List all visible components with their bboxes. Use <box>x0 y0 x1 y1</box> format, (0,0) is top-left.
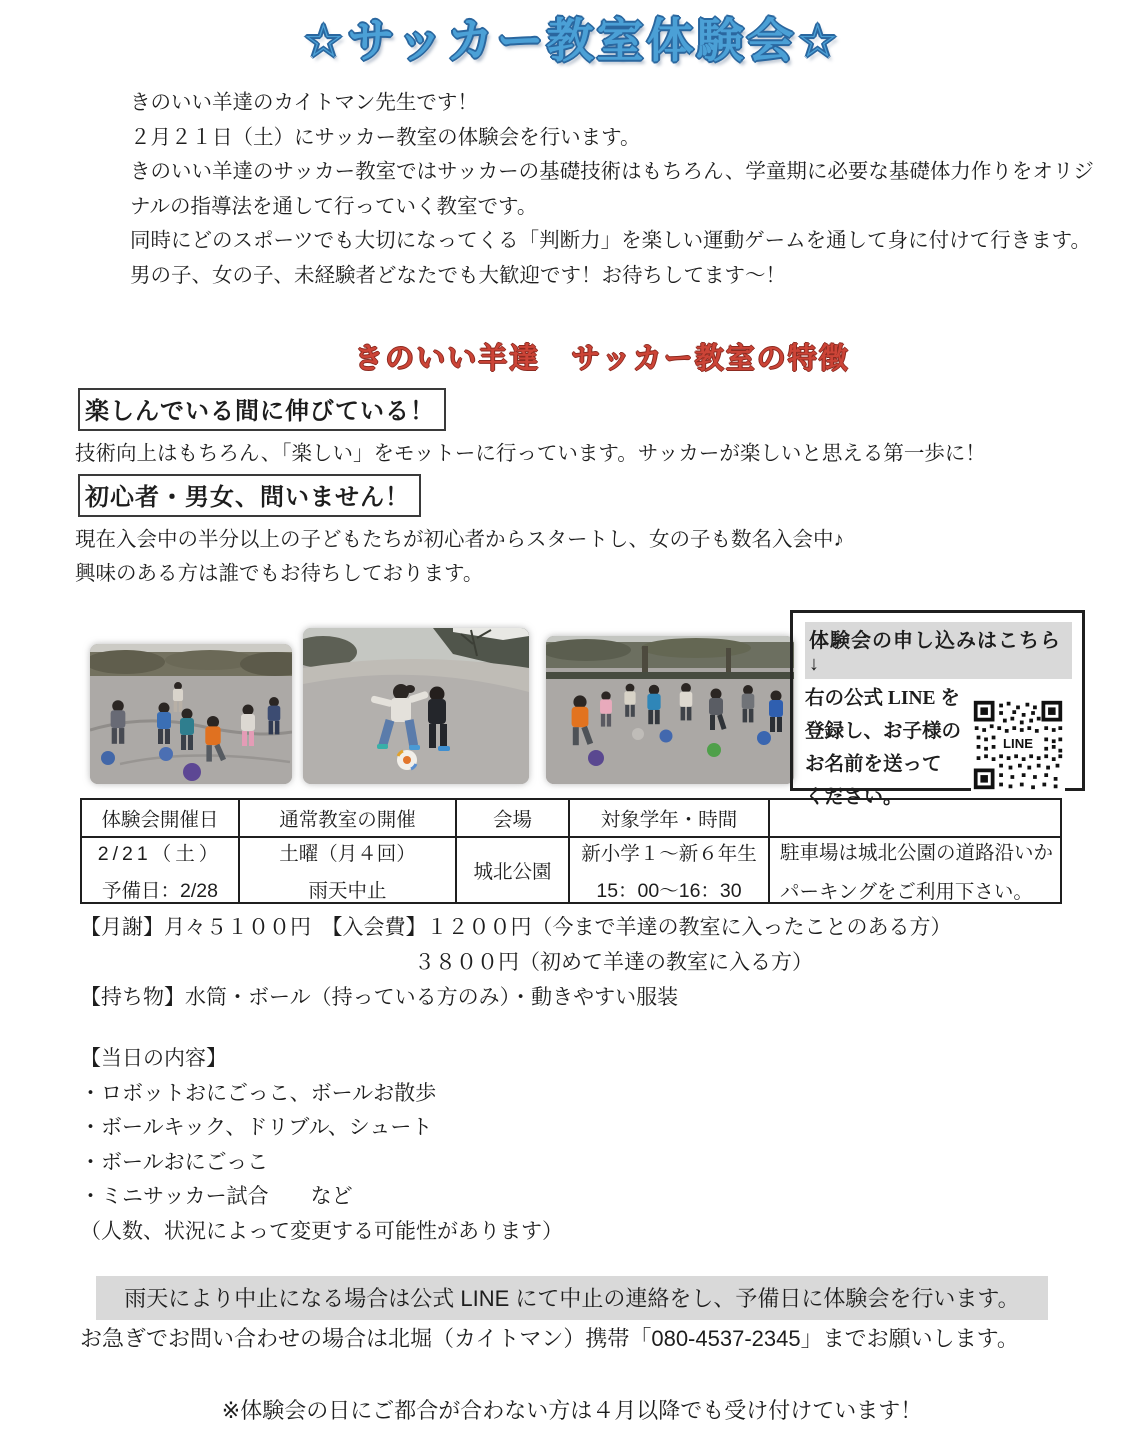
table-cell-parking <box>770 838 1060 902</box>
feature-heading-box: 楽しんでいる間に伸びている！ <box>78 388 446 431</box>
program-item: ・ミニサッカー試合 など <box>80 1185 353 1208</box>
feature-section-fun <box>75 388 986 471</box>
photo-strip <box>90 628 794 784</box>
signup-line: 右の公式 LINE を <box>805 688 960 709</box>
features-heading: きのいい羊達 サッカー教室の特徴 <box>354 343 850 375</box>
intro-line: ２月２１日（土）にサッカー教室の体験会を行います。 <box>130 125 641 149</box>
feature-body-line: 興味のある方は誰でもお待ちしております。 <box>75 561 484 585</box>
program-section <box>80 1042 563 1249</box>
event-time: 15：00～16：30 <box>596 879 742 902</box>
table-header-notes <box>770 800 1060 838</box>
program-note: （人数、状況によって変更する可能性があります） <box>80 1219 563 1243</box>
photo-kids-circle-drill <box>546 636 794 784</box>
qr-line-label: LINE <box>1003 735 1033 751</box>
intro-line: 同時にどのスポーツでも大切になってくる「判断力」を楽しい運動ゲームを通して身に付けて行きます。 <box>130 229 1092 253</box>
parking-note-line: パーキングをご利用下さい。 <box>780 880 1033 903</box>
contact-line: お急ぎでお問い合わせの場合は北堀（カイトマン）携帯「080-4537-2345」までお願いします。 <box>80 1326 1019 1351</box>
feature-heading-box: 初心者・男女、問いません！ <box>78 474 421 517</box>
program-item: ・ボールキック、ドリブル、シュート <box>80 1116 433 1139</box>
program-item: ・ボールおにごっこ <box>80 1150 269 1174</box>
belongings: 【持ち物】水筒・ボール（持っている方のみ）・動きやすい服装 <box>80 986 679 1009</box>
schedule-table <box>80 798 1062 904</box>
backup-date: 予備日：2/28 <box>102 879 218 902</box>
table-cell-regular <box>240 838 457 902</box>
line-signup-box <box>790 610 1085 808</box>
fee-monthly: 【月謝】月々５１００円 【入会費】１２００円（今まで羊達の教室に入ったことのある方） <box>80 916 952 939</box>
signup-heading: 体験会の申し込みはこちら↓ <box>805 622 1072 679</box>
program-item: ・ロボットおにごっこ、ボールお散歩 <box>80 1081 437 1105</box>
parking-note-line: 駐車場は城北公園の道路沿いか <box>780 841 1054 864</box>
venue-name: 城北公園 <box>473 861 552 883</box>
page-title: ☆サッカー教室体験会☆ <box>302 14 842 67</box>
signup-line: 登録し、お子様の <box>805 721 962 742</box>
fee-first-time: ３８００円（初めて羊達の教室に入る方） <box>414 951 813 974</box>
signup-line: お名前を送って <box>805 754 942 775</box>
table-cell-venue <box>457 838 570 902</box>
rain-policy: 雨天中止 <box>308 879 387 902</box>
intro-line: きのいい羊達のサッカー教室ではサッカーの基礎技術はもちろん、学童期に必要な基礎体力作りをオリジ <box>130 160 1094 184</box>
intro-line: きのいい羊達のカイトマン先生です！ <box>130 91 478 114</box>
target-grades: 新小学１～新６年生 <box>581 842 757 865</box>
signup-line: ください。 <box>805 787 903 808</box>
intro-line: 男の子、女の子、未経験者どなたでも大歓迎です！お待ちしてます～！ <box>130 263 786 287</box>
table-header-target: 対象学年・時間 <box>570 800 770 838</box>
feature-section-beginners <box>75 474 844 590</box>
table-cell-target <box>570 838 770 902</box>
regular-schedule: 土曜（月４回） <box>279 842 416 865</box>
intro-paragraph <box>130 86 1094 294</box>
photo-scene <box>90 644 292 784</box>
reschedule-footer: ※体験会の日にご都合が合わない方は４月以降でも受け付けています！ <box>221 1398 923 1423</box>
event-date: 2/21（土） <box>97 842 223 865</box>
table-header-date: 体験会開催日 <box>82 800 240 838</box>
rain-cancellation-notice: 雨天により中止になる場合は公式 LINE にて中止の連絡をし、予備日に体験会を行います。 <box>96 1276 1048 1320</box>
photo-scene <box>303 628 529 784</box>
table-header-venue: 会場 <box>457 800 570 838</box>
program-heading: 【当日の内容】 <box>80 1047 227 1070</box>
table-header-regular: 通常教室の開催 <box>240 800 457 838</box>
table-cell-date <box>82 838 240 902</box>
intro-line: ナルの指導法を通して行っていく教室です。 <box>130 194 538 218</box>
signup-instructions <box>805 682 967 814</box>
photo-scene <box>546 636 794 784</box>
feature-body-line: 技術向上はもちろん、「楽しい」をモットーに行っています。サッカーが楽しいと思える第一歩に！ <box>75 442 986 465</box>
feature-body-line: 現在入会中の半分以上の子どもたちが初心者からスタートし、女の子も数名入会中♪ <box>75 528 844 551</box>
photo-kids-dribbling <box>303 628 529 784</box>
photo-kids-soccer-group <box>90 644 292 784</box>
line-qr-code <box>971 698 1065 792</box>
